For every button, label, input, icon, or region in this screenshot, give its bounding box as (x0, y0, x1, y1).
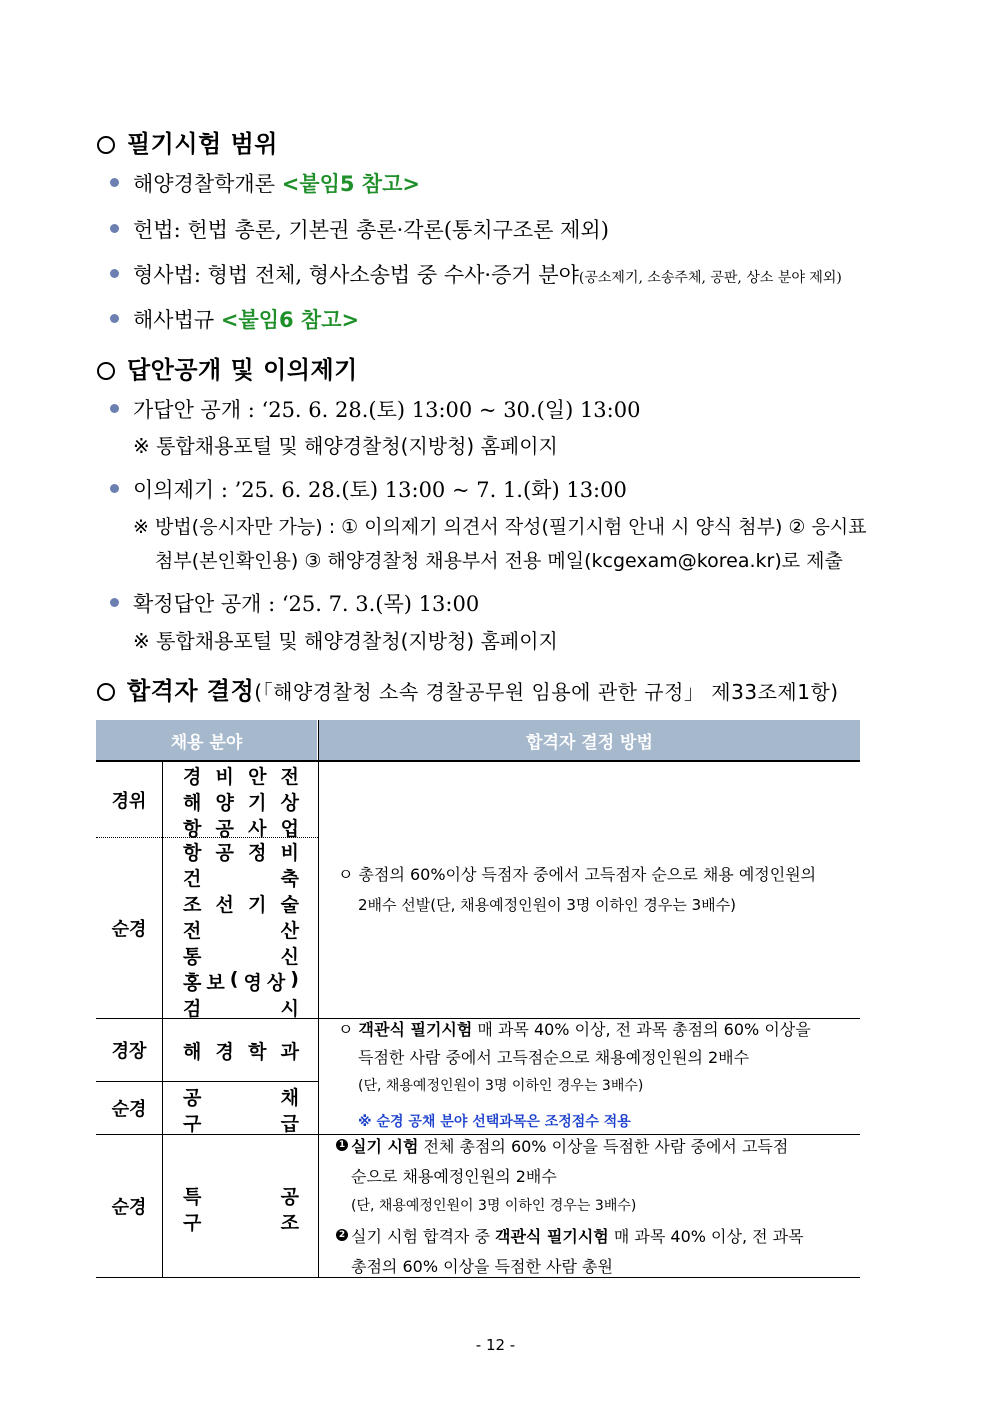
note: 첨부(본인확인용) ③ 해양경찰청 채용부서 전용 메일(kcgexam@korea.kr)로 제출 (155, 550, 843, 572)
list-item: 해양경찰학개론 <붙임5 참고> (110, 168, 420, 198)
field-name: 항 공 정 비 (183, 842, 299, 864)
note: ※ 통합채용포털 및 해양경찰청(지방청) 홈페이지 (133, 434, 558, 458)
rank-cell: 순경 (111, 919, 147, 940)
reference-label: <붙임5 참고> (281, 172, 420, 196)
bullet-icon (110, 484, 119, 493)
field-name: 해 양 기 상 (183, 792, 299, 814)
method-text: 순으로 채용예정인원의 2배수 (351, 1167, 557, 1186)
rank-cell: 순경 (111, 1197, 147, 1218)
list-item: 확정답안 공개 : ‘25. 7. 3.(목) 13:00 (110, 588, 479, 618)
field-name: 전 산 (183, 920, 299, 942)
table-header-field: 채용 분야 (96, 720, 317, 760)
method-text: 2 실기 시험 합격자 중 객관식 필기시험 매 과목 40% 이상, 전 과목 (336, 1222, 804, 1251)
field-name: 구 조 (183, 1212, 299, 1234)
method-text: 총점의 60% 이상을 득점한 사람 총원 (351, 1257, 613, 1276)
list-item: 이의제기 : ’25. 6. 28.(토) 13:00 ~ 7. 1.(화) 13:00 (110, 474, 627, 504)
field-name: 공 채 (183, 1087, 299, 1109)
circle-bullet-icon (97, 683, 115, 701)
method-text: ㅇ 총점의 60%이상 득점자 중에서 고득점자 순으로 채용 예정인원의 (338, 865, 817, 884)
section-title-written-exam: 필기시험 범위 (97, 124, 278, 159)
field-name: 구 급 (183, 1113, 299, 1135)
field-name: 홍 보 ( 영 상 ) (183, 968, 299, 994)
method-text: (단, 채용예정인원이 3명 이하인 경우는 3배수) (351, 1198, 637, 1214)
list-item: 형사법: 형법 전체, 형사소송법 중 수사·증거 분야(공소제기, 소송주체, 공판, 상소 분야 제외) (110, 259, 842, 289)
bullet-icon (110, 178, 119, 187)
method-text: 1 실기 시험 전체 총점의 60% 이상을 득점한 사람 중에서 고득점 (336, 1132, 788, 1161)
section-title-answer-disclosure: 답안공개 및 이의제기 (97, 350, 358, 385)
circle-bullet-icon (97, 362, 115, 380)
field-name: 통 신 (183, 946, 299, 968)
method-text: ㅇ 객관식 필기시험 매 과목 40% 이상, 전 과목 총점의 60% 이상을 (338, 1020, 811, 1039)
section-title-pass-decision: 합격자 결정(「해양경찰청 소속 경찰공무원 임용에 관한 규정」 제33조제1항) (97, 671, 839, 706)
method-note: ※ 순경 공채 분야 선택과목은 조정점수 적용 (358, 1114, 631, 1130)
rank-cell: 경장 (111, 1041, 147, 1062)
page-number: - 12 - (475, 1336, 516, 1354)
rank-cell: 경위 (111, 790, 147, 812)
method-text: (단, 채용예정인원이 3명 이하인 경우는 3배수) (358, 1078, 644, 1094)
bullet-icon (110, 269, 119, 278)
table-header-method: 합격자 결정 방법 (319, 720, 860, 760)
circled-one-icon: 1 (336, 1139, 348, 1151)
circle-bullet-icon (97, 136, 115, 154)
method-text: 2배수 선발(단, 채용예정인원이 3명 이하인 경우는 3배수) (358, 896, 737, 914)
note: ※ 통합채용포털 및 해양경찰청(지방청) 홈페이지 (133, 629, 558, 653)
circled-two-icon: 2 (336, 1229, 348, 1241)
bullet-icon (110, 598, 119, 607)
list-item: 헌법: 헌법 총론, 기본권 총론·각론(통치구조론 제외) (110, 214, 609, 244)
field-name: 항 공 사 업 (183, 818, 299, 840)
note: ※ 방법(응시자만 가능) : ① 이의제기 의견서 작성(필기시험 안내 시 양식 첨부) ② 응시표 (133, 516, 867, 538)
bullet-icon (110, 314, 119, 323)
field-name: 조 선 기 술 (183, 894, 299, 916)
field-name: 건 축 (183, 868, 299, 890)
field-name: 경 비 안 전 (183, 766, 299, 788)
field-name: 검 시 (183, 998, 299, 1020)
reference-label: <붙임6 참고> (220, 308, 360, 332)
bullet-icon (110, 404, 119, 413)
rank-cell: 순경 (111, 1099, 147, 1120)
list-item: 가답안 공개 : ‘25. 6. 28.(토) 13:00 ~ 30.(일) 13:00 (110, 394, 640, 424)
list-item: 해사법규 <붙임6 참고> (110, 304, 359, 334)
bullet-icon (110, 224, 119, 233)
method-text: 득점한 사람 중에서 고득점순으로 채용예정인원의 2배수 (358, 1048, 750, 1067)
field-name: 특 공 (183, 1186, 299, 1208)
field-name: 해 경 학 과 (183, 1041, 299, 1063)
